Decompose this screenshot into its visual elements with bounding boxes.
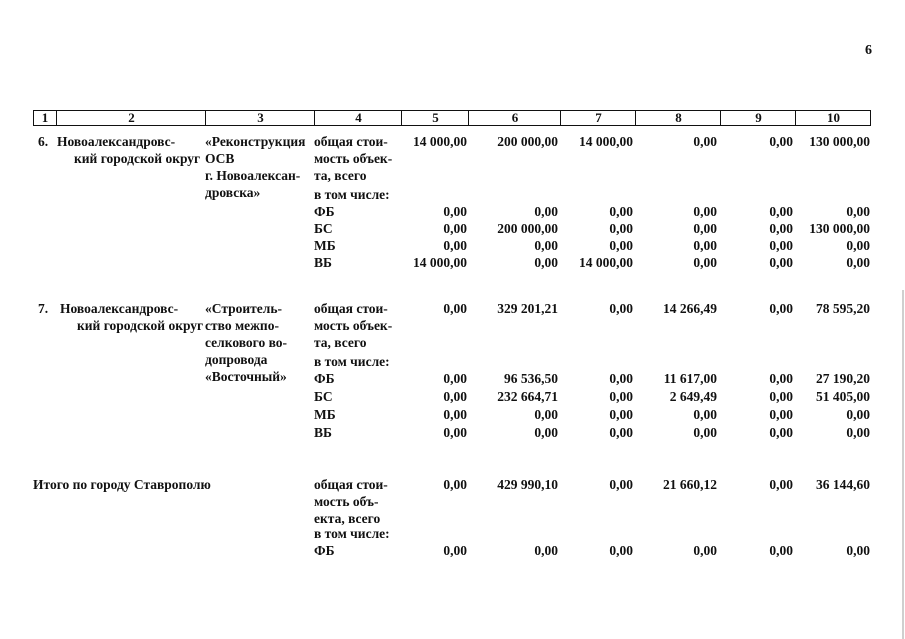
scan-edge xyxy=(902,290,904,639)
total-label-line: мость объ- xyxy=(314,494,379,509)
header-col-7: 7 xyxy=(560,111,636,125)
total-value: 14 000,00 xyxy=(413,134,467,149)
funding-source-label: БС xyxy=(314,221,333,236)
funding-value: 0,00 xyxy=(846,204,870,219)
total-value: 14 266,49 xyxy=(663,301,717,316)
total-value: 0,00 xyxy=(769,134,793,149)
including-label: в том числе: xyxy=(314,187,390,202)
funding-value: 0,00 xyxy=(443,543,467,558)
funding-source-label: ФБ xyxy=(314,371,335,386)
total-value: 36 144,60 xyxy=(816,477,870,492)
total-label-line: мость объек- xyxy=(314,318,393,333)
total-label-line: екта, всего xyxy=(314,511,381,526)
funding-value: 0,00 xyxy=(534,204,558,219)
funding-value: 0,00 xyxy=(609,389,633,404)
funding-value: 0,00 xyxy=(769,204,793,219)
funding-value: 0,00 xyxy=(846,543,870,558)
funding-value: 0,00 xyxy=(534,238,558,253)
total-label-line: общая стои- xyxy=(314,301,388,316)
total-value: 0,00 xyxy=(609,301,633,316)
funding-value: 0,00 xyxy=(443,407,467,422)
funding-value: 96 536,50 xyxy=(504,371,558,386)
funding-value: 0,00 xyxy=(769,543,793,558)
funding-value: 0,00 xyxy=(693,238,717,253)
header-col-4: 4 xyxy=(314,111,402,125)
funding-value: 14 000,00 xyxy=(413,255,467,270)
funding-value: 0,00 xyxy=(693,543,717,558)
project-line: ство межпо- xyxy=(205,318,279,333)
funding-value: 0,00 xyxy=(443,204,467,219)
header-col-10: 10 xyxy=(795,111,871,125)
funding-value: 0,00 xyxy=(769,425,793,440)
total-value: 0,00 xyxy=(443,477,467,492)
total-value: 0,00 xyxy=(609,477,633,492)
project-line: ОСВ xyxy=(205,151,235,166)
total-value: 21 660,12 xyxy=(663,477,717,492)
funding-value: 0,00 xyxy=(534,407,558,422)
total-value: 78 595,20 xyxy=(816,301,870,316)
funding-value: 0,00 xyxy=(769,389,793,404)
funding-value: 0,00 xyxy=(693,425,717,440)
funding-value: 2 649,49 xyxy=(669,389,717,404)
column-header-row xyxy=(33,110,871,126)
funding-value: 0,00 xyxy=(534,543,558,558)
funding-value: 232 664,71 xyxy=(497,389,558,404)
funding-source-label: ФБ xyxy=(314,543,335,558)
funding-value: 11 617,00 xyxy=(663,371,717,386)
funding-value: 0,00 xyxy=(534,425,558,440)
project-line: допровода xyxy=(205,352,268,367)
funding-value: 0,00 xyxy=(693,221,717,236)
header-col-3: 3 xyxy=(205,111,315,125)
total-value: 0,00 xyxy=(693,134,717,149)
total-value: 14 000,00 xyxy=(579,134,633,149)
project-line: «Реконструкция xyxy=(205,134,306,149)
total-value: 0,00 xyxy=(769,477,793,492)
project-line: дровска» xyxy=(205,185,261,200)
funding-value: 0,00 xyxy=(846,238,870,253)
funding-value: 14 000,00 xyxy=(579,255,633,270)
including-label: в том числе: xyxy=(314,354,390,369)
funding-value: 0,00 xyxy=(846,425,870,440)
funding-value: 51 405,00 xyxy=(816,389,870,404)
page-number: 6 xyxy=(865,43,872,58)
funding-source-label: ВБ xyxy=(314,255,332,270)
funding-source-label: ВБ xyxy=(314,425,332,440)
funding-value: 0,00 xyxy=(609,425,633,440)
row-number: 7. xyxy=(38,301,49,316)
total-label-line: общая стои- xyxy=(314,477,388,492)
header-col-2: 2 xyxy=(56,111,206,125)
funding-value: 0,00 xyxy=(609,221,633,236)
total-value: 200 000,00 xyxy=(497,134,558,149)
total-value: 429 990,10 xyxy=(497,477,558,492)
municipality-line: Новоалександровс- xyxy=(57,134,176,149)
including-label: в том числе: xyxy=(314,526,390,541)
funding-value: 0,00 xyxy=(609,371,633,386)
project-line: «Строитель- xyxy=(205,301,282,316)
funding-value: 0,00 xyxy=(534,255,558,270)
total-value: 0,00 xyxy=(443,301,467,316)
row-number: 6. xyxy=(38,134,49,149)
total-value: 0,00 xyxy=(769,301,793,316)
funding-value: 0,00 xyxy=(769,407,793,422)
total-label-line: та, всего xyxy=(314,335,367,350)
funding-value: 0,00 xyxy=(693,204,717,219)
header-col-6: 6 xyxy=(468,111,561,125)
funding-source-label: МБ xyxy=(314,407,336,422)
funding-value: 200 000,00 xyxy=(497,221,558,236)
project-line: г. Новоалексан- xyxy=(205,168,301,183)
funding-value: 130 000,00 xyxy=(809,221,870,236)
funding-value: 0,00 xyxy=(609,543,633,558)
funding-value: 0,00 xyxy=(443,425,467,440)
total-label-line: общая стои- xyxy=(314,134,388,149)
funding-value: 0,00 xyxy=(693,255,717,270)
funding-source-label: БС xyxy=(314,389,333,404)
municipality-line: Новоалександровс- xyxy=(60,301,179,316)
header-col-9: 9 xyxy=(720,111,796,125)
funding-value: 0,00 xyxy=(769,371,793,386)
funding-source-label: ФБ xyxy=(314,204,335,219)
funding-value: 0,00 xyxy=(769,221,793,236)
funding-value: 0,00 xyxy=(609,204,633,219)
header-col-1: 1 xyxy=(41,110,49,125)
summary-title: Итого по городу Ставрополю xyxy=(33,477,211,492)
total-label-line: мость объек- xyxy=(314,151,393,166)
funding-value: 0,00 xyxy=(443,238,467,253)
total-value: 329 201,21 xyxy=(497,301,558,316)
funding-value: 27 190,20 xyxy=(816,371,870,386)
funding-value: 0,00 xyxy=(443,221,467,236)
project-line: «Восточный» xyxy=(205,369,287,384)
project-line: селкового во- xyxy=(205,335,288,350)
funding-value: 0,00 xyxy=(769,238,793,253)
total-value: 130 000,00 xyxy=(809,134,870,149)
total-label-line: та, всего xyxy=(314,168,367,183)
funding-value: 0,00 xyxy=(769,255,793,270)
header-col-5: 5 xyxy=(401,111,469,125)
funding-value: 0,00 xyxy=(846,407,870,422)
funding-value: 0,00 xyxy=(443,389,467,404)
funding-value: 0,00 xyxy=(693,407,717,422)
funding-value: 0,00 xyxy=(609,238,633,253)
municipality-line: кий городской округ xyxy=(77,318,204,333)
funding-source-label: МБ xyxy=(314,238,336,253)
funding-value: 0,00 xyxy=(846,255,870,270)
header-col-8: 8 xyxy=(635,111,721,125)
municipality-line: кий городской округ xyxy=(74,151,201,166)
funding-value: 0,00 xyxy=(443,371,467,386)
funding-value: 0,00 xyxy=(609,407,633,422)
